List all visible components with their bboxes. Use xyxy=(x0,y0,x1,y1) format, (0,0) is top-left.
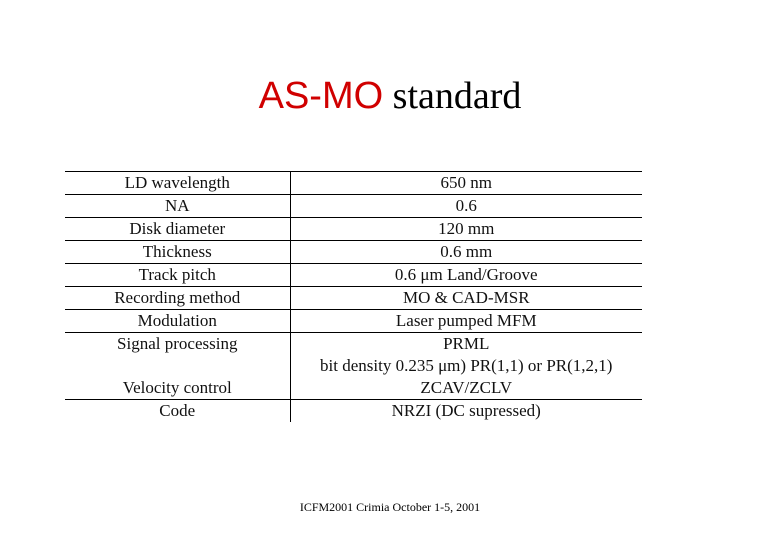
title-acronym: AS-MO xyxy=(258,75,384,117)
table-row xyxy=(65,310,642,333)
row-label: Velocity control xyxy=(65,377,290,400)
row-label: Thickness xyxy=(65,241,290,264)
row-label: Track pitch xyxy=(65,264,290,287)
row-label: Signal processing xyxy=(65,333,290,356)
row-value: bit density 0.235 μm) PR(1,1) or PR(1,2,1) xyxy=(320,356,613,375)
row-value: 120 mm xyxy=(290,218,642,241)
row-label xyxy=(65,355,290,377)
row-value: 0.6 μm Land/Groove xyxy=(290,264,642,287)
row-label: Recording method xyxy=(65,287,290,310)
row-label: Code xyxy=(65,400,290,423)
table-row xyxy=(65,333,642,356)
table-row xyxy=(65,400,642,423)
row-value: ZCAV/ZCLV xyxy=(290,377,642,400)
table-row xyxy=(65,355,642,377)
table-row xyxy=(65,195,642,218)
row-value: 0.6 xyxy=(290,195,642,218)
slide-title xyxy=(0,72,780,120)
row-label: NA xyxy=(65,195,290,218)
specification-table xyxy=(65,171,642,422)
row-value: Laser pumped MFM xyxy=(290,310,642,333)
title-word: standard xyxy=(383,75,522,117)
row-label: Modulation xyxy=(65,310,290,333)
row-value: 0.6 mm xyxy=(290,241,642,264)
table-row xyxy=(65,287,642,310)
slide-footer: ICFM2001 Crimia October 1-5, 2001 xyxy=(299,500,481,514)
table-row xyxy=(65,377,642,400)
row-label: LD wavelength xyxy=(65,172,290,195)
table-row xyxy=(65,218,642,241)
row-value: PRML xyxy=(443,334,490,353)
row-value: 650 nm xyxy=(290,172,642,195)
row-value: MO & CAD-MSR xyxy=(290,287,642,310)
row-label: Disk diameter xyxy=(65,218,290,241)
row-value: NRZI (DC supressed) xyxy=(391,401,541,420)
table-row xyxy=(65,241,642,264)
table-row xyxy=(65,264,642,287)
table-row xyxy=(65,172,642,195)
